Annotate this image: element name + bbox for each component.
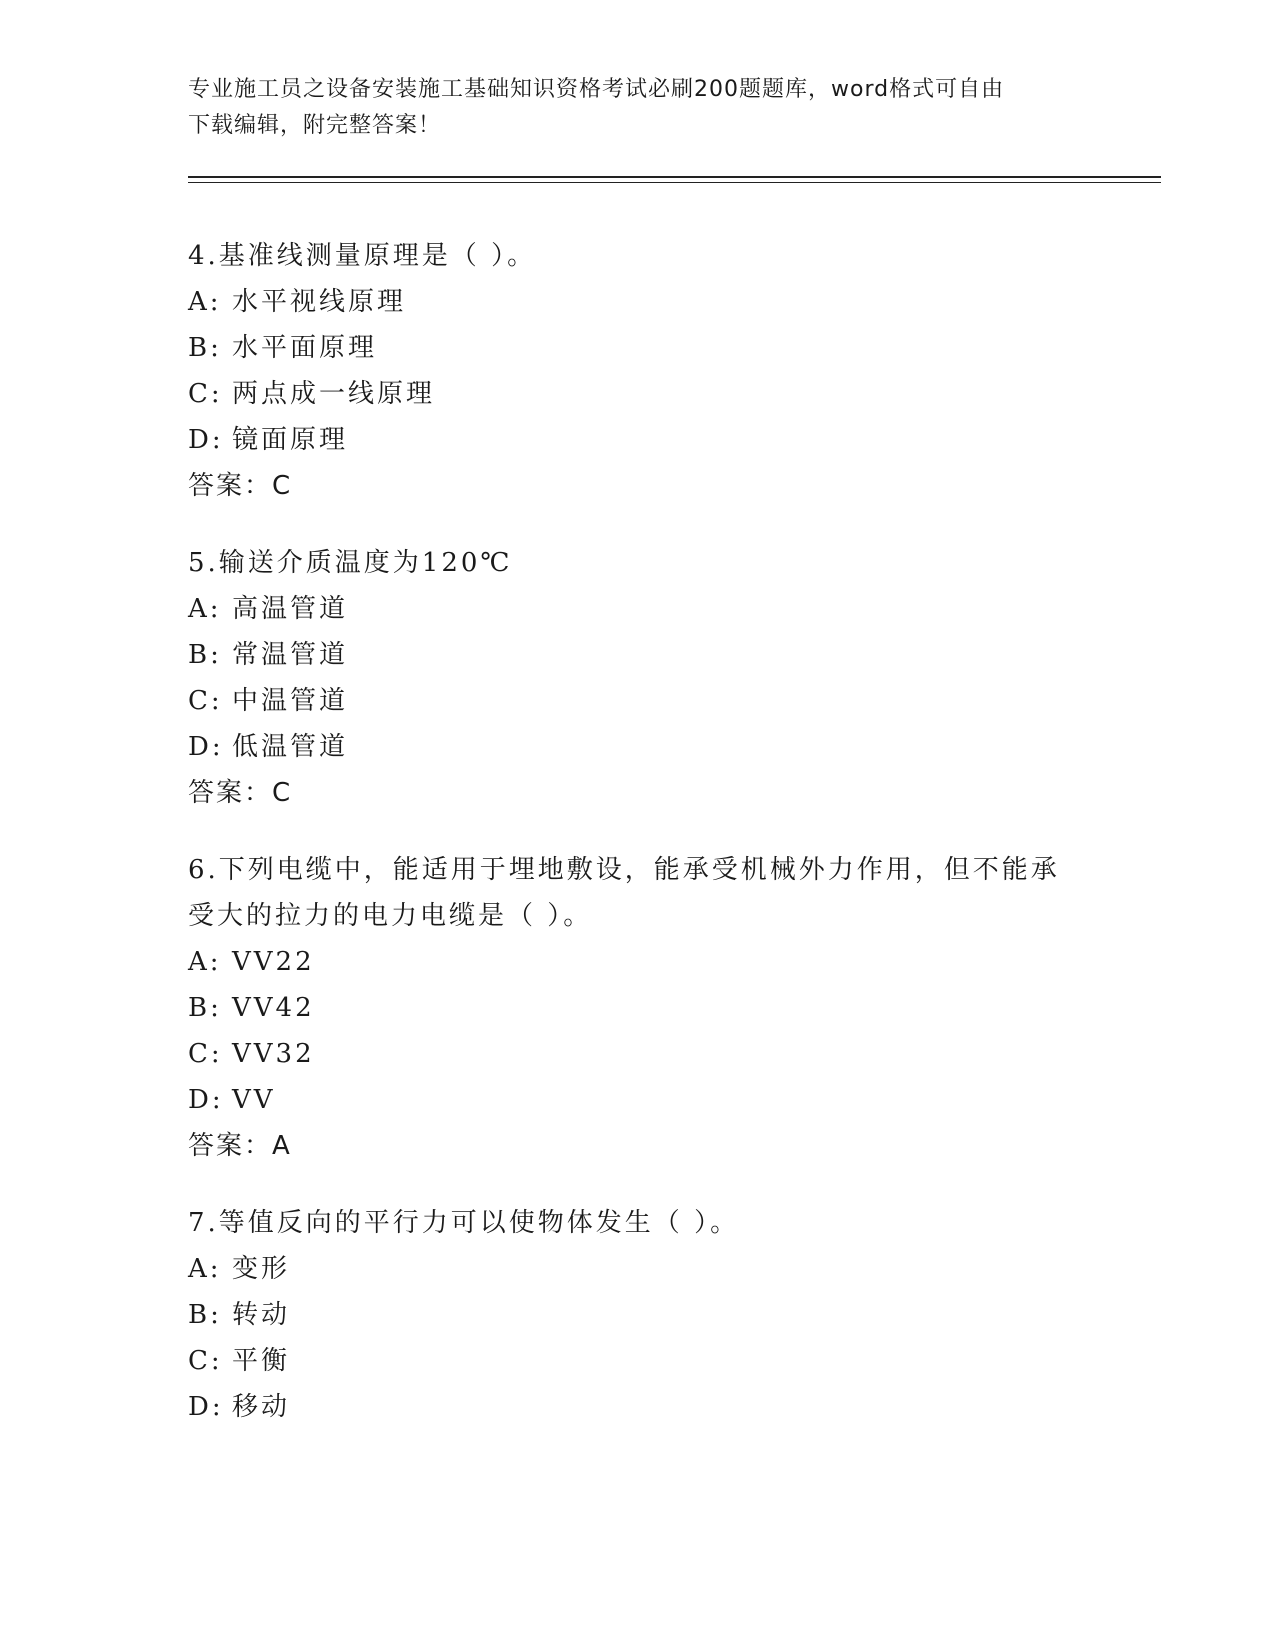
question-stem: 5.输送介质温度为120℃ xyxy=(188,548,513,578)
option-b xyxy=(188,985,1088,1031)
option-text: 转动 xyxy=(232,1300,291,1330)
option-b xyxy=(188,325,1088,371)
option-text: VV42 xyxy=(232,993,315,1023)
option-text: 两点成一线原理 xyxy=(232,379,436,409)
option-d xyxy=(188,417,1088,463)
option-c xyxy=(188,678,1088,724)
option-d xyxy=(188,1384,1088,1430)
option-letter: D: xyxy=(188,1392,224,1422)
option-letter: C: xyxy=(188,686,223,716)
option-letter: B: xyxy=(188,1300,222,1330)
option-letter: A: xyxy=(188,287,222,317)
option-text: VV xyxy=(232,1085,276,1115)
answer-line: 答案：C xyxy=(188,778,293,808)
option-letter: B: xyxy=(188,333,222,363)
option-text: 常温管道 xyxy=(232,640,349,670)
answer-line: 答案：A xyxy=(188,1131,292,1161)
option-text: 平衡 xyxy=(232,1346,291,1376)
option-d xyxy=(188,1077,1088,1123)
option-text: VV22 xyxy=(232,947,315,977)
option-letter: A: xyxy=(188,594,222,624)
option-letter: D: xyxy=(188,1085,224,1115)
option-letter: D: xyxy=(188,425,224,455)
option-a xyxy=(188,1246,1088,1292)
option-text: 移动 xyxy=(232,1392,291,1422)
option-letter: A: xyxy=(188,947,222,977)
option-text: 高温管道 xyxy=(232,594,349,624)
option-letter: C: xyxy=(188,379,223,409)
option-text: 变形 xyxy=(232,1254,291,1284)
header-rule-thick xyxy=(188,176,1161,178)
option-letter: D: xyxy=(188,732,224,762)
question-7 xyxy=(188,1200,1088,1430)
header-line-2: 下载编辑，附完整答案！ xyxy=(188,113,442,138)
option-a xyxy=(188,279,1088,325)
question-6 xyxy=(188,847,1088,1169)
header-line-1: 专业施工员之设备安装施工基础知识资格考试必刷200题题库，word格式可自由 xyxy=(188,77,1005,102)
option-text: 水平视线原理 xyxy=(232,287,407,317)
option-d xyxy=(188,724,1088,770)
option-letter: C: xyxy=(188,1346,223,1376)
option-letter: B: xyxy=(188,640,222,670)
document-header xyxy=(188,72,1088,144)
header-rule-thin xyxy=(188,182,1161,183)
answer-line: 答案：C xyxy=(188,471,293,501)
option-letter: B: xyxy=(188,993,222,1023)
option-letter: A: xyxy=(188,1254,222,1284)
option-b xyxy=(188,632,1088,678)
option-c xyxy=(188,371,1088,417)
question-stem: 6.下列电缆中，能适用于埋地敷设，能承受机械外力作用，但不能承受大的拉力的电力电缆是（ ）。 xyxy=(188,855,1060,931)
option-b xyxy=(188,1292,1088,1338)
option-letter: C: xyxy=(188,1039,223,1069)
option-c xyxy=(188,1031,1088,1077)
question-4 xyxy=(188,233,1088,509)
question-list xyxy=(188,233,1088,1461)
option-a xyxy=(188,586,1088,632)
question-5 xyxy=(188,540,1088,816)
question-stem: 7.等值反向的平行力可以使物体发生（ ）。 xyxy=(188,1208,740,1238)
option-c xyxy=(188,1338,1088,1384)
option-text: 镜面原理 xyxy=(232,425,349,455)
option-a xyxy=(188,939,1088,985)
option-text: 低温管道 xyxy=(232,732,349,762)
option-text: 中温管道 xyxy=(232,686,349,716)
option-text: 水平面原理 xyxy=(232,333,378,363)
question-stem: 4.基准线测量原理是（ ）。 xyxy=(188,241,537,271)
option-text: VV32 xyxy=(232,1039,315,1069)
